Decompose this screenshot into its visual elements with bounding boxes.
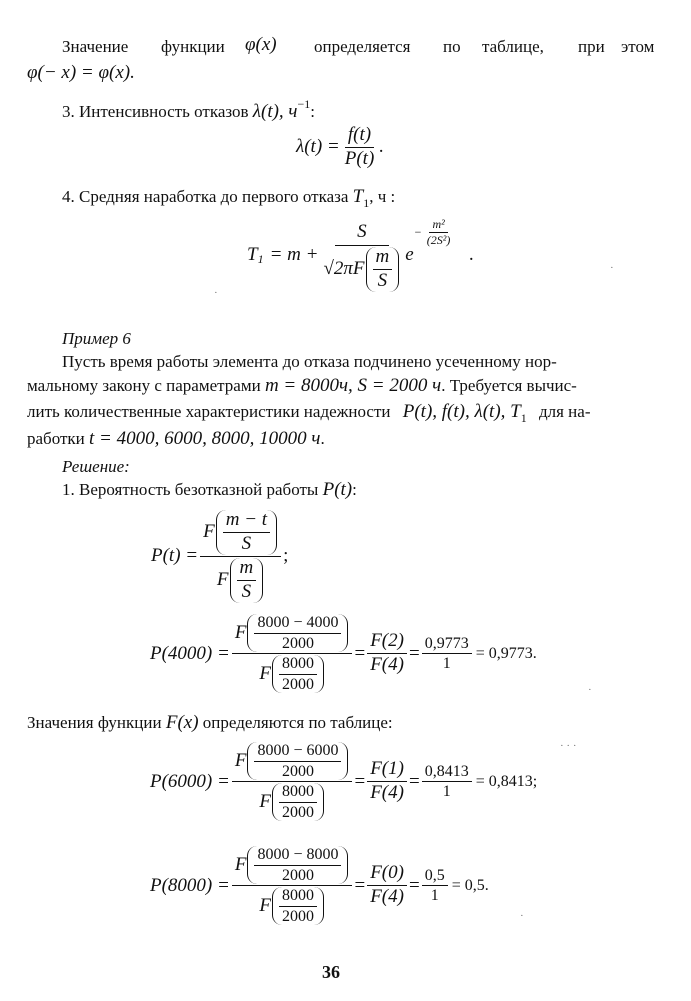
formula-t1-numerator: S	[335, 218, 389, 246]
formula-lambda	[296, 125, 384, 170]
formula-p8000-inner	[254, 846, 341, 884]
formula-p8000-ratio-den: F(4)	[370, 886, 404, 908]
formula-p8000-den-paren	[272, 887, 324, 925]
formula-p8000-ratio	[367, 863, 407, 908]
formula-t1-den-inner-den: S	[377, 269, 388, 291]
formula-p6000-num	[232, 742, 353, 782]
item3-label: 3. Интенсивность отказов	[62, 102, 249, 121]
formula-t1-den-F: F	[352, 257, 365, 279]
formula-p-general-inner	[223, 510, 270, 555]
formula-t1-exp-fraction	[424, 218, 454, 247]
item4-heading	[62, 186, 395, 209]
formula-p6000-den-inner	[279, 783, 317, 821]
formula-p4000-den-paren	[272, 655, 324, 693]
example-line2-tail: . Требуется вычис-	[441, 376, 577, 395]
formula-p8000-num-paren	[247, 846, 348, 884]
table-note-text-b: определяются по таблице:	[202, 713, 393, 732]
formula-p4000-value-num: 0,9773	[422, 635, 472, 655]
example-title: Пример 6	[62, 329, 131, 348]
formula-p4000-eq2: =	[408, 642, 420, 664]
formula-p-general-den	[214, 557, 267, 603]
formula-p-general-inner-den: S	[241, 532, 252, 554]
example-characteristics: P(t), f(t), λ(t), T	[402, 401, 521, 422]
formula-p6000-lhs: P(6000) =	[150, 770, 230, 792]
example-line3-tail: для на-	[538, 402, 591, 421]
formula-t1-eq: = m +	[269, 243, 319, 265]
lambda-unit-exponent: −1	[297, 97, 311, 111]
formula-p4000-ratio-den: F(4)	[370, 654, 404, 676]
phi-symmetry-identity: φ(− x) = φ(x).	[27, 62, 135, 83]
example-line2-text: мальному закону с параметрами	[27, 376, 261, 395]
formula-p6000-ratio-den: F(4)	[370, 782, 404, 804]
formula-p-general-den-inner	[237, 558, 257, 603]
formula-p8000	[150, 846, 489, 925]
formula-p-general-lhs: P(t) =	[151, 545, 199, 567]
table-note	[27, 712, 393, 734]
word-etom: этом	[621, 37, 655, 56]
formula-p8000-den-num: 8000	[279, 887, 317, 907]
formula-lambda-numerator: f(t)	[345, 125, 374, 148]
formula-p6000	[150, 742, 537, 821]
formula-lambda-fraction	[342, 125, 378, 170]
formula-p6000-ratio-num: F(1)	[367, 759, 407, 782]
formula-p8000-num	[232, 846, 353, 886]
page-number: 36	[322, 962, 340, 982]
formula-p6000-inner-den: 2000	[281, 762, 314, 780]
formula-t1-den-inner	[373, 247, 393, 292]
formula-p-general-num-paren	[216, 510, 277, 555]
formula-p8000-result: = 0,5.	[451, 876, 489, 894]
formula-p4000-fraction	[232, 614, 353, 693]
formula-p6000-num-paren	[247, 742, 348, 780]
example-line4	[27, 428, 325, 450]
word-znachenie: Значение	[62, 37, 129, 56]
scan-speck: ·	[214, 287, 218, 299]
formula-t1-den-paren	[366, 247, 400, 292]
example-line3-text: лить количественные характеристики надежности	[27, 402, 391, 421]
formula-p-general-den-F: F	[216, 568, 229, 590]
formula-p6000-den-den: 2000	[281, 803, 314, 821]
solution-item1	[62, 479, 357, 501]
formula-p6000-fraction	[232, 742, 353, 821]
formula-p-general-inner-num: m − t	[223, 510, 270, 533]
formula-p8000-den-den: 2000	[281, 907, 314, 925]
formula-p8000-fraction	[232, 846, 353, 925]
formula-p4000-lhs: P(4000) =	[150, 642, 230, 664]
formula-p4000-den-inner	[279, 655, 317, 693]
formula-p-general-num-F: F	[203, 520, 215, 542]
formula-p6000-den-num: 8000	[279, 783, 317, 803]
item3-heading	[62, 97, 316, 124]
formula-lambda-end: .	[379, 136, 385, 158]
solution-item1-colon: :	[352, 480, 357, 499]
formula-p6000-ratio	[367, 759, 407, 804]
formula-p8000-ratio-num: F(0)	[367, 863, 407, 886]
formula-p8000-inner-den: 2000	[281, 866, 314, 884]
formula-t1-exp-num: m²	[429, 218, 447, 233]
word-po: по	[443, 37, 461, 56]
formula-p4000-ratio	[367, 631, 407, 676]
table-note-symbol: F(x)	[165, 712, 199, 733]
example-line4-text: работки	[27, 429, 85, 448]
formula-p-general-fraction	[200, 510, 281, 603]
formula-t1-end: .	[469, 243, 475, 265]
formula-t1-exp-minus: −	[413, 225, 422, 240]
formula-p4000-ratio-num: F(2)	[367, 631, 407, 654]
formula-t1	[247, 218, 474, 292]
table-note-text-a: Значения функции	[27, 713, 162, 732]
t1-symbol: T	[352, 186, 364, 207]
formula-p4000-den-num: 8000	[279, 655, 317, 675]
formula-p6000-den-F: F	[259, 790, 271, 812]
formula-p4000-value-den: 1	[442, 655, 451, 673]
formula-p4000-num-F: F	[234, 621, 247, 643]
word-funktsii: функции	[161, 37, 225, 56]
word-opredelyaetsya: определяется	[314, 37, 411, 56]
formula-lambda-denominator: P(t)	[344, 147, 375, 169]
formula-t1-exp-den: (2S²)	[426, 233, 451, 248]
formula-p-general-num	[200, 510, 281, 557]
t1-subscript: 1	[363, 196, 370, 210]
word-pri: при	[578, 37, 605, 56]
example-line2	[27, 375, 662, 397]
formula-p6000-inner-num: 8000 − 6000	[254, 742, 341, 762]
formula-t1-denominator	[320, 246, 403, 292]
example-characteristics-sub: 1	[520, 411, 527, 425]
formula-p6000-value	[422, 763, 472, 801]
formula-p6000-den	[256, 782, 328, 821]
formula-p-general-den-den: S	[241, 580, 252, 602]
phi-x: φ(x)	[245, 34, 277, 55]
formula-p4000-eq1: =	[354, 642, 366, 664]
formula-p6000-eq2: =	[408, 770, 420, 792]
item3-colon: :	[310, 102, 316, 121]
lambda-symbol: λ(t), ч	[252, 101, 298, 122]
formula-p6000-eq1: =	[354, 770, 366, 792]
formula-p8000-value	[422, 867, 448, 905]
formula-t1-exponent	[414, 218, 456, 247]
example-line3	[27, 401, 662, 424]
formula-p8000-num-F: F	[234, 853, 247, 875]
formula-p4000-num-paren	[247, 614, 348, 652]
formula-t1-den-inner-num: m	[373, 247, 393, 270]
formula-p4000-den-den: 2000	[281, 675, 314, 693]
word-tablitse: таблице,	[482, 37, 544, 56]
formula-p4000-inner-num: 8000 − 4000	[254, 614, 341, 634]
formula-p8000-den-F: F	[259, 894, 271, 916]
formula-p6000-value-den: 1	[442, 783, 451, 801]
formula-p4000-inner	[254, 614, 341, 652]
formula-p-general	[151, 510, 288, 603]
formula-p6000-inner	[254, 742, 341, 780]
scan-speck: ·	[588, 684, 592, 696]
formula-lambda-lhs: λ(t) =	[296, 136, 340, 158]
formula-t1-lhs: T	[247, 243, 258, 265]
formula-p6000-result: = 0,8413;	[475, 772, 538, 790]
formula-p4000-den	[256, 654, 328, 693]
formula-p8000-eq2: =	[408, 874, 420, 896]
solution-title: Решение:	[62, 457, 130, 476]
example-params: m = 8000ч, S = 2000 ч	[264, 375, 442, 396]
formula-t1-e: e	[405, 243, 414, 265]
example-line4-end: .	[320, 429, 325, 448]
item4-label: 4. Средняя наработка до первого отказа	[62, 187, 349, 206]
formula-p6000-den-paren	[272, 783, 324, 821]
formula-p4000-value	[422, 635, 472, 673]
formula-t1-lhs-sub: 1	[257, 252, 264, 267]
scan-speck: ·	[520, 910, 524, 922]
formula-p4000-inner-den: 2000	[281, 634, 314, 652]
formula-p6000-value-num: 0,8413	[422, 763, 472, 783]
scan-speck: ·	[610, 262, 614, 274]
formula-p4000-result: = 0,9773.	[475, 644, 537, 662]
formula-p8000-value-num: 0,5	[422, 867, 448, 887]
formula-t1-fraction	[320, 218, 403, 292]
example-times: t = 4000, 6000, 8000, 10000 ч	[89, 428, 321, 449]
formula-p4000-den-F: F	[259, 662, 271, 684]
formula-p4000	[150, 614, 537, 693]
formula-t1-sqrt: √2π	[323, 257, 353, 279]
t1-unit: , ч :	[369, 187, 396, 206]
formula-p8000-den-inner	[279, 887, 317, 925]
formula-p6000-num-F: F	[234, 749, 247, 771]
formula-p-general-den-num: m	[237, 558, 257, 581]
formula-p8000-eq1: =	[354, 874, 366, 896]
solution-item1-symbol: P(t)	[322, 479, 353, 500]
formula-p8000-lhs: P(8000) =	[150, 874, 230, 896]
solution-item1-text: 1. Вероятность безотказной работы	[62, 480, 319, 499]
formula-p4000-num	[232, 614, 353, 654]
scan-speck: · · ·	[560, 740, 577, 752]
formula-p8000-den	[256, 886, 328, 925]
formula-p-general-end: ;	[283, 545, 289, 567]
formula-p8000-inner-num: 8000 − 8000	[254, 846, 341, 866]
formula-p8000-value-den: 1	[430, 887, 439, 905]
example-line1: Пусть время работы элемента до отказа подчинено усеченному нор-	[62, 352, 557, 371]
formula-p-general-den-paren	[230, 558, 264, 603]
